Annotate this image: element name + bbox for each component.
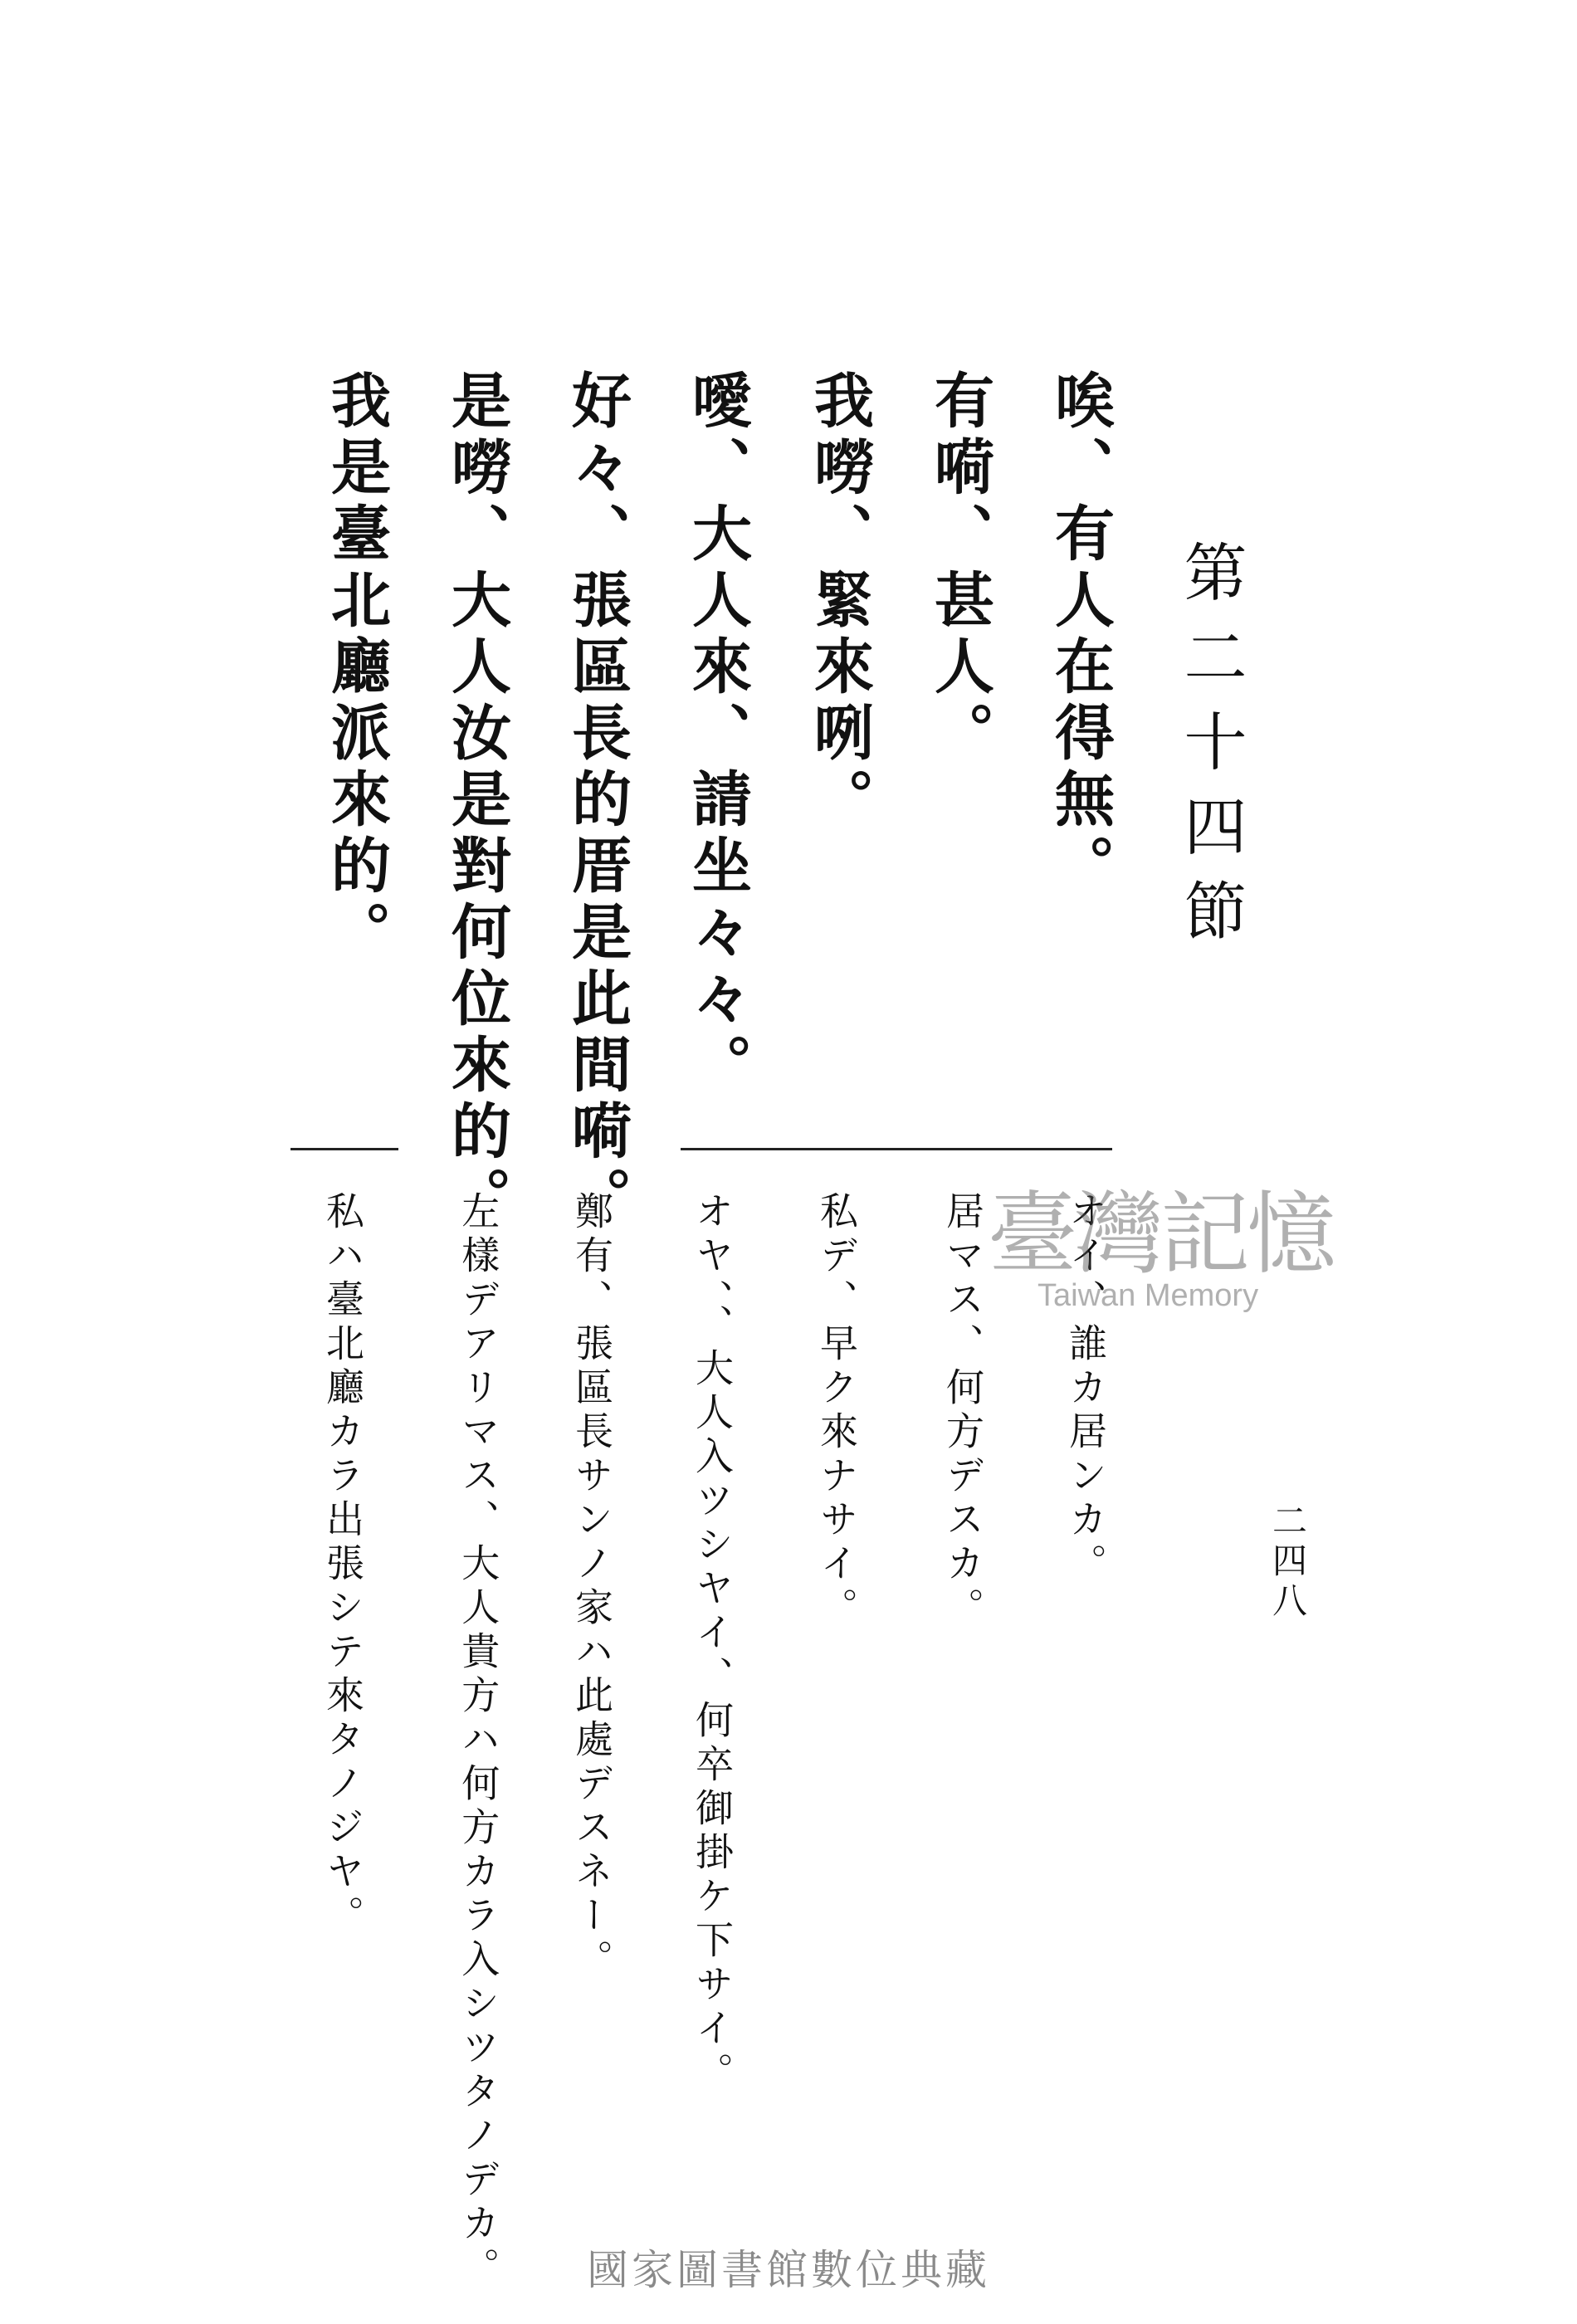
taiwanese-line-7: 我是臺北廳派來的。 [321,369,392,967]
japanese-line-6: 左樣デアリマス、大人貴方ハ何方カラ入シツタノデカ。 [456,1191,501,2291]
japanese-line-5: 鄭有、張區長サンノ家ハ此處デスネー。 [569,1191,614,1983]
taiwanese-line-6: 是嘮、大人汝是對何位來的。 [442,369,512,1233]
japanese-line-1: オイ、誰カ居ンカ。 [1063,1191,1108,1587]
watermark [988,1162,1334,1353]
taiwanese-line-2: 有嗬、甚人。 [925,369,995,768]
taiwanese-line-1: 唉、有人在得無。 [1045,369,1116,901]
taiwanese-line-3: 我嘮、緊來咧。 [804,369,875,834]
watermark-logo-subtitle: Taiwan Memory [1038,1278,1259,1313]
divider-left [290,1148,398,1150]
divider-right [681,1148,1112,1150]
japanese-line-7: 私ハ臺北廳カラ出張シテ來タノジヤ。 [320,1191,365,1939]
taiwanese-line-5: 好々、張區長的厝是此間嗬。 [562,369,632,1233]
section-title: 第二十四節 [1174,540,1247,963]
japanese-line-2: 居マス、何方デスカ。 [940,1191,985,1631]
footer-credit: 國家圖書館數位典藏 [587,2246,990,2294]
page-number: 二四八 [1267,1502,1308,1622]
japanese-line-3: 私デ、早ク來ナサイ。 [814,1191,859,1631]
taiwanese-line-4: 噯、大人來、請坐々々。 [682,369,753,1100]
watermark-logo-text: 臺灣記憶 [988,1183,1334,1286]
japanese-line-4: オヤ、、大人入ツシヤイ、何卒御掛ケ下サイ。 [690,1191,735,2096]
